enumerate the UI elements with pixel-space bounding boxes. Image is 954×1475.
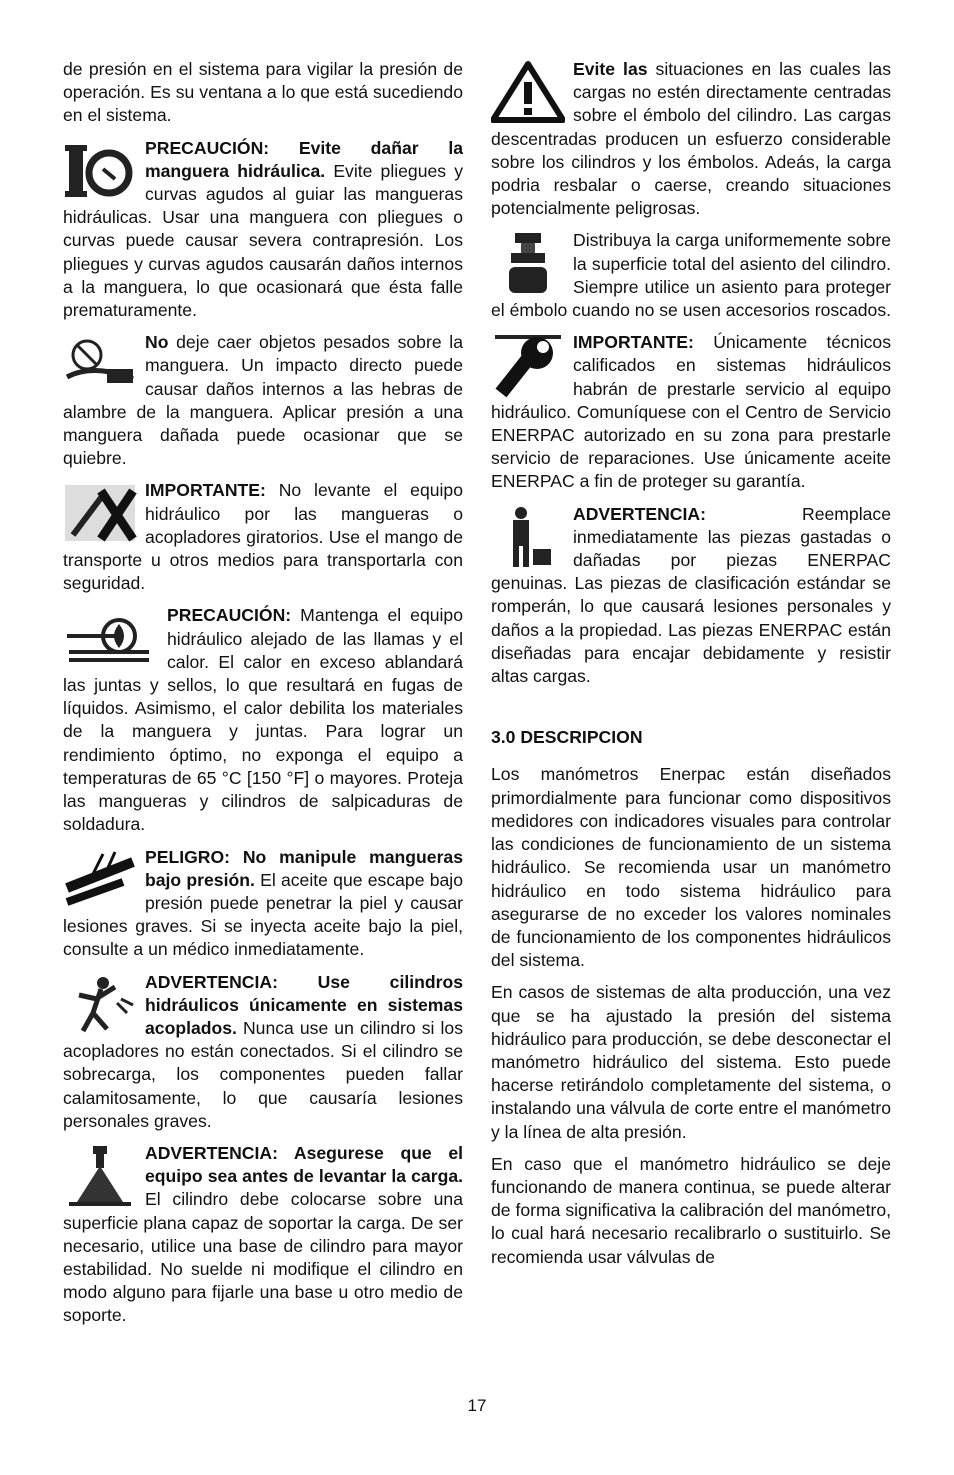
- stable-base-warning: ADVERTENCIA: Asegurese que el equipo sea antes de levantar la carga. El cilindro debe colocarse sobre una superficie plana capaz de soportar la carga. De ser necesario, utilice una base de cilindro para mayor estabilidad. No suelde ni modifique el cilindro en modo alguno para fijarle una base u otro medio de soporte.: [63, 1142, 463, 1326]
- no-lift-by-hose-important: IMPORTANTE: No levante el equipo hidráulico por las mangueras o acopladores giratorios. Use el mango de transporte u otros medios para transportarla con seguridad.: [63, 480, 463, 594]
- injured-person-icon: [63, 973, 137, 1037]
- heat-caution: PRECAUCIÓN: Mantenga el equipo hidráulico alejado de las llamas y el calor. El calor en exceso ablandará las juntas y sellos, lo que resultará en fugas de líquidos. Asimismo, el calor debilita los materiales de la manguera y juntas. Para lograr un rendimiento óptimo, no exponga el equipo a temperaturas de 65 °C [150 °F] o mayores. Proteja las mangueras y cilindros de salpicaduras de soldadura.: [63, 605, 463, 835]
- genuine-parts-warning: ADVERTENCIA: Reemplace inmediatamente las piezas gastadas o dañadas por piezas ENERPAC genuinas. Las piezas de clasificación estándar se romperán, lo que causará lesiones personales y daños a la propiedad. Las piezas ENERPAC están diseñadas para encajar debidamente y resistir altas cargas.: [491, 503, 891, 687]
- drop-object-caution: No deje caer objetos pesados sobre la manguera. Un impacto directo puede causar daños internos a las hebras de alambre de la manguera. Aplicar presión a una manguera dañada puede ocasionar que se quiebre.: [63, 332, 463, 469]
- falling-object-hose-icon: [63, 333, 137, 397]
- coupled-systems-warning: ADVERTENCIA: Use cilindros hidráulicos únicamente en sistemas acoplados. Nunca use un cilindro si los acopladores no están conectados. Si el cilindro se sobrecarga, los componentes pueden fallar calamitosamente, lo que causaría lesiones personales graves.: [63, 971, 463, 1131]
- page-number: 17: [467, 1396, 487, 1415]
- person-with-part-icon: [491, 505, 565, 569]
- offcenter-load-warning: Evite las situaciones en las cuales las cargas no estén directamente centradas sobre el émbolo del cilindro. Las cargas descentradas producen un esfuerzo considerable sobre los cilindros y los émbolos. Adeás, la carga podria resbalar o caerse, creando situaciones potencialmente peligrosas.: [491, 59, 891, 219]
- pressure-danger: PELIGRO: No manipule mangueras bajo presión. El aceite que escape bajo presión puede penetrar la piel y causar lesiones graves. Si se inyecta aceite bajo la piel, consulte a un médico inmediatamente.: [63, 846, 463, 960]
- intro-paragraph: de presión en el sistema para vigilar la presión de operación. Es su ventana a lo que está sucediendo en el sistema.: [63, 59, 463, 126]
- left-column: [63, 58, 463, 1337]
- right-column: [491, 58, 891, 1278]
- wrench-service-icon: [491, 333, 565, 397]
- description-paragraph-3: En caso que el manómetro hidráulico se deje funcionando de manera continua, se puede alterar de forma significativa la calibración del manómetro, lo cual hará necesario recalibrarlo o sustituirlo. Se recomienda usar válvulas de: [491, 1153, 891, 1267]
- hose-kink-icon: [63, 139, 137, 203]
- flame-heat-icon: [63, 606, 159, 670]
- cylinder-saddle-icon: [491, 231, 565, 295]
- distribute-load-note: Distribuya la carga uniformemente sobre la superficie total del asiento del cilindro. Siempre utilice un asiento para proteger el émbolo cuando no se usen accesorios roscados.: [491, 230, 892, 321]
- pressurized-hose-icon: [63, 848, 137, 912]
- qualified-technicians-important: IMPORTANTE: Únicamente técnicos calificados en sistemas hidráulicos habrán de prestarle servicio al equipo hidráulico. Comuníquese con el Centro de Servicio ENERPAC autorizado en su zona para prestarle servicio de reparaciones. Use únicamente aceite ENERPAC a fin de proteger su garantía.: [491, 332, 891, 492]
- description-paragraph-2: En casos de sistemas de alta producción, una vez que se ha ajustado la presión del sistema hidráulico para producción, se debe desconectar el manómetro hidráulico del sistema. Esto puede hacerse retirándolo completamente del sistema, o instalando una válvula de corte entre el manómetro y la línea de alta presión.: [491, 982, 892, 1142]
- warning-triangle-icon: [491, 60, 565, 124]
- cylinder-base-icon: [63, 1144, 137, 1208]
- description-paragraph-1: Los manómetros Enerpac están diseñados primordialmente para funcionar como dispositivos medidores con indicadores visuales para controlar las condiciones de funcionamiento de un sistema hidráulico. Se recomienda usar un manómetro hidráulico en todo sistema hidráulico para asegurarse de no exceder los valores nominales de funcionamiento de los componentes hidráulicos del sistema.: [491, 764, 891, 971]
- hose-kink-caution: PRECAUCIÓN: Evite dañar la manguera hidráulica. Evite pliegues y curvas agudos al guiar las mangueras hidráulicas. Usar una manguera con pliegues o curvas puede causar severa contrapresión. Los pliegues y curvas agudos causarán daños internos a la manguera, lo que ocasionará que ésta falle prematuramente.: [63, 137, 463, 321]
- no-lift-by-hose-icon: [63, 481, 137, 545]
- section-heading-descripcion: 3.0 DESCRIPCION: [491, 727, 643, 748]
